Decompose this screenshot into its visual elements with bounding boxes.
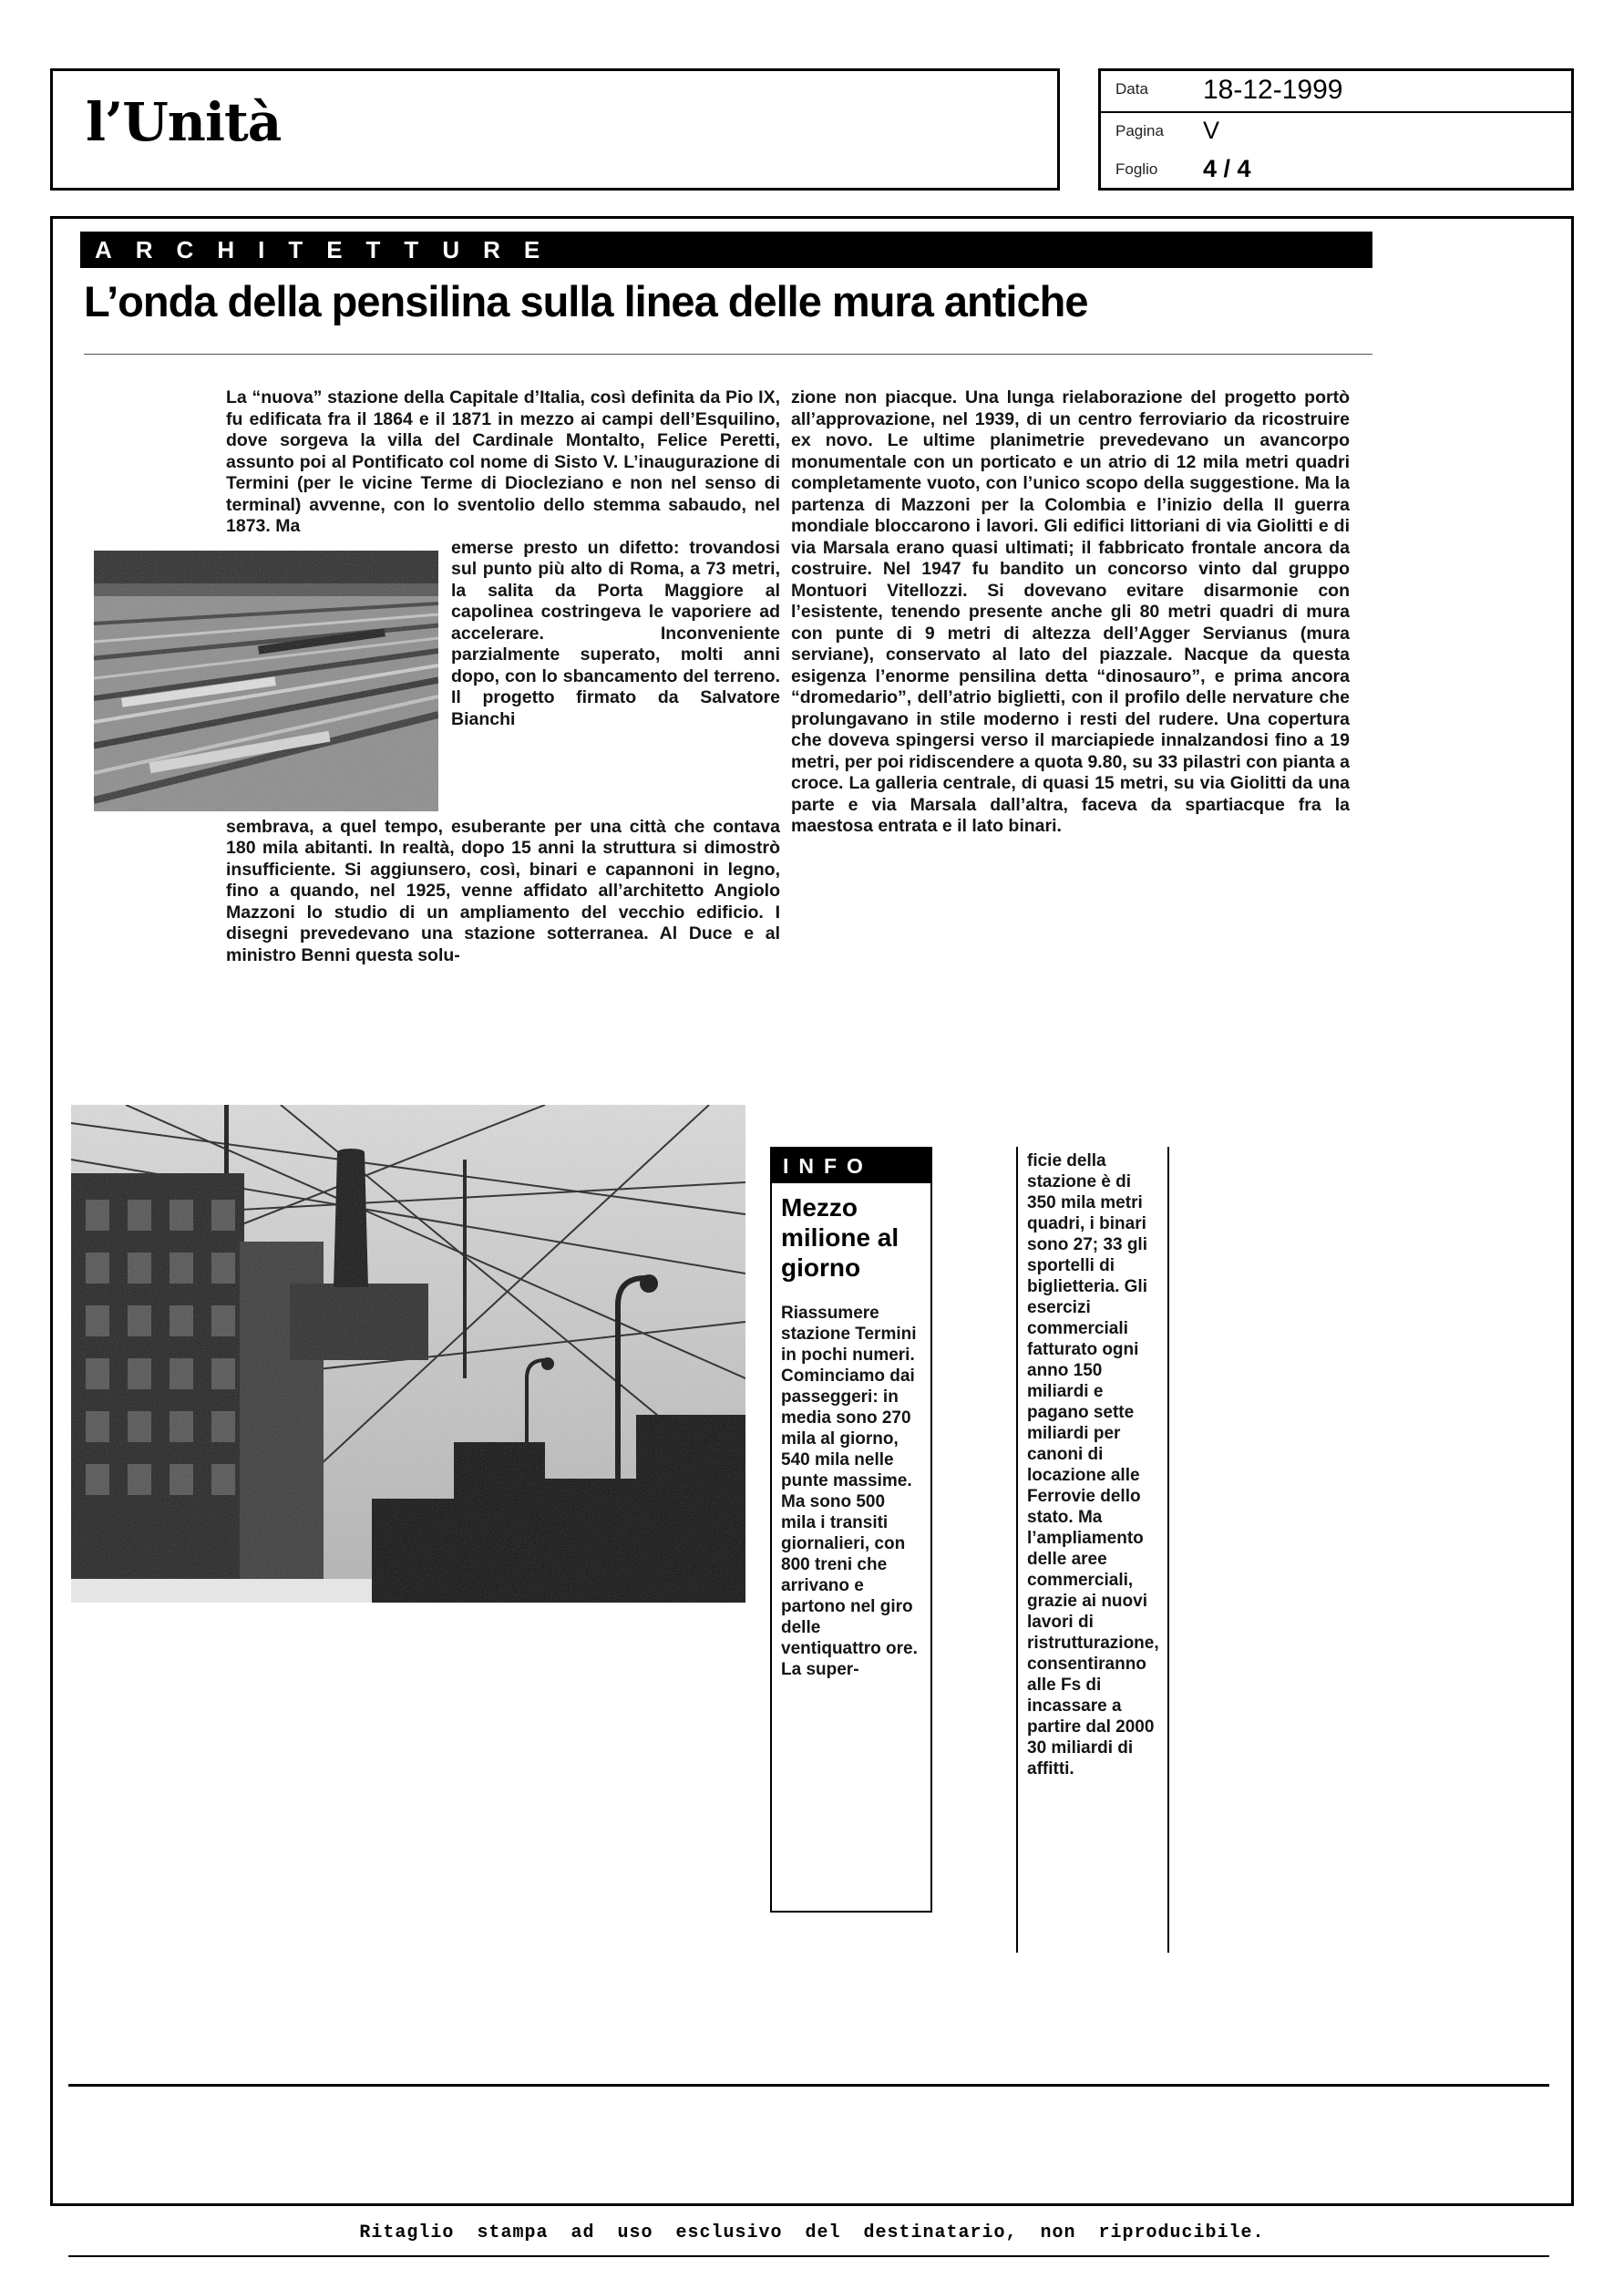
meta-box (1098, 68, 1574, 191)
meta-divider-rule (1101, 111, 1571, 113)
article-col1-rest: sembrava, a quel tempo, esuberante per una città che contava 180 mila abitanti. In realtà, dopo 15 anni la struttura si dimostrò insufficiente. Si aggiunsero, così, binari e capannoni in legno, fino a quando, nel 1925, venne affidato all’architetto Angiolo Mazzoni lo studio di un ampliamento del vecchio edificio. I disegni prevedevano una stazione sotterranea. Al Duce e al ministro Benni questa solu- (226, 816, 780, 965)
info-box (770, 1147, 932, 1913)
article-column-1 (226, 387, 780, 966)
railyard-photo (94, 551, 438, 811)
info-title: Mezzo milione al giorno (781, 1193, 899, 1282)
station-photo (71, 1105, 745, 1603)
article-headline: L’onda della pensilina sulla linea delle mura antiche (84, 277, 1088, 325)
article-col1-beside: emerse presto un difetto: trovandosi sul punto più alto di Roma, a 73 metri, la salita da Porta Maggiore al capolinea costringeva le vaporiere ad accelerare. Inconveniente parzialmente superato, molti anni dopo, con lo sbancamento del terreno. Il progetto firmato da Salvatore Bianchi (451, 537, 780, 729)
info-label: INFO (772, 1149, 930, 1183)
footer-rule (68, 2255, 1549, 2257)
section-kicker: ARCHITETTURE (80, 232, 1372, 268)
bottom-inner-rule (68, 2084, 1549, 2087)
article-col2-text: zione non piacque. Una lunga rielaborazione del progetto portò all’approvazione, nel 1939, di un centro ferroviario da ricostruire ex novo. Le ultime planimetrie prevedevano un avancorpo monumentale con un porticato e un atrio di 12 mila metri quadri completamente vuoto, con l’unico scopo della suggestione. Ma la partenza di Mazzoni per la Colombia e l’inizio della II guerra mondiale bloccarono i lavori. Gli edifici littoriani di via Giolitti e di via Marsala erano quasi ultimati; il fabbricato frontale ancora da costruire. Nel 1947 fu bandito un concorso vinto dal gruppo Montuori Vitellozzi. Si dovevano evitare disarmonie con l’esistente, tenendo presente anche gli 80 metri quadri di mura con punte di 9 metri di altezza dell’Agger Servianus (mura serviane), conservato al lato del piazzale. Nacque da questa esigenza l’enorme pensilina detta “dinosauro”, e prima ancora “dromedario”, dell’atrio biglietti, con il profilo delle nervature che prolungavano in stile moderno i resti del rudere. Una copertura che doveva spingersi verso il marciapiede innalzandosi fino a 19 metri, per poi ridiscendere a quota 9.80, su 33 pilastri con pianta a croce. La galleria centrale, di quasi 15 metri, su via Giolitti da una parte e via Marsala dall’altra, faceva da spartiacque fra la maestosa entrata e il lato binari. (791, 387, 1350, 836)
masthead-box (50, 68, 1060, 191)
masthead-logo: l’Unità (86, 91, 282, 153)
footer-disclaimer: Ritaglio stampa ad uso esclusivo del destinatario, non riproducibile. (359, 2222, 1265, 2243)
article-col1-intro: La “nuova” stazione della Capitale d’Italia, così definita da Pio IX, fu edificata fra il 1864 e il 1871 in mezzo ai campi dell’Esquilino, dove sorgeva la villa del Cardinale Montalto, Felice Peretti, assunto poi al Pontificato col nome di Sisto V. L’inaugurazione di Termini (per le vicine Terme di Diocleziano e non nel senso di terminal) avvenne, con lo sventolio dello stemma sabaudo, nel 1873. Ma (226, 387, 780, 536)
meta-value-data: 18-12-1999 (1203, 75, 1343, 105)
info-body-continued: ficie della stazione è di 350 mila metri quadri, i binari sono 27; 33 gli sportelli di biglietteria. Gli esercizi commerciali fatturato ogni anno 150 miliardi e pagano sette miliardi per canoni di locazione alle Ferrovie dello stato. Ma l’ampliamento delle aree commerciali, grazie ai nuovi lavori di ristrutturazione, consentiranno alle Fs di incassare a partire dal 2000 30 miliardi di affitti. (1016, 1147, 1169, 1953)
info-body: Riassumere stazione Termini in pochi numeri. Cominciamo dai passeggeri: in media sono 270 mila al giorno, 540 mila nelle punte massime. Ma sono 500 mila i transiti giornalieri, con 800 treni che arrivano e partono nel giro delle ventiquattro ore. La super- (781, 1304, 918, 1679)
meta-value-pagina: V (1203, 117, 1220, 144)
meta-label-pagina: Pagina (1115, 122, 1164, 139)
headline-rule (84, 354, 1372, 355)
meta-label-data: Data (1115, 80, 1148, 98)
meta-value-foglio: 4 / 4 (1203, 155, 1251, 182)
meta-label-foglio: Foglio (1115, 160, 1158, 178)
article-column-2 (791, 387, 1350, 838)
